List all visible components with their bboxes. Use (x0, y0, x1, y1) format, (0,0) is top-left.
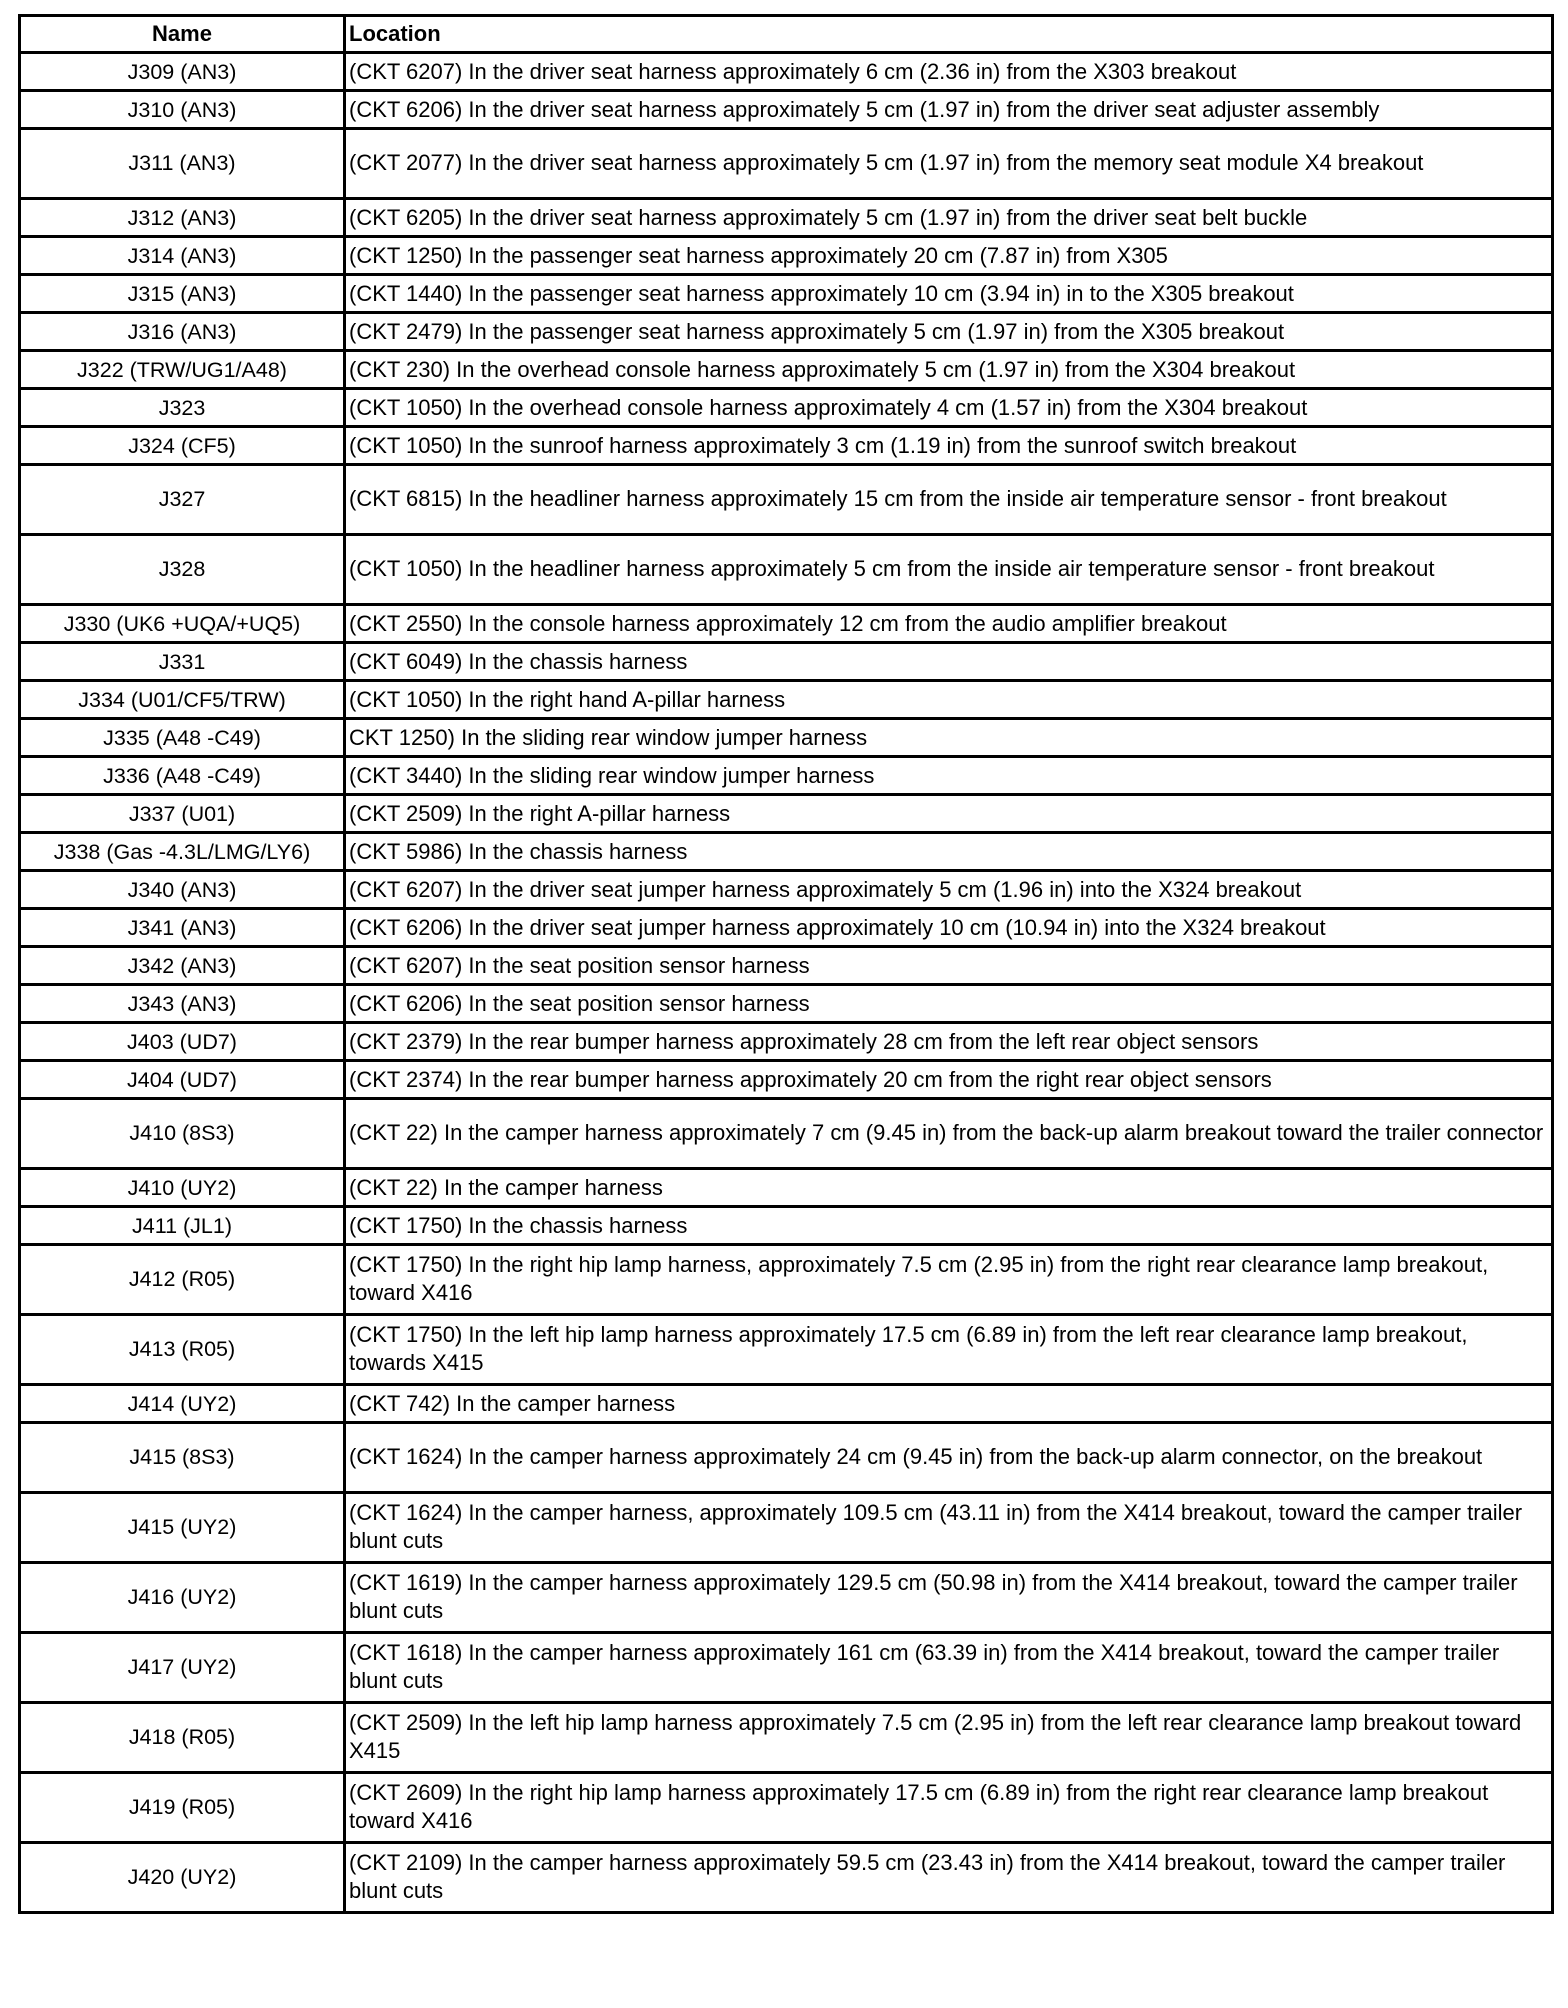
splice-location-cell: (CKT 2374) In the rear bumper harness approximately 20 cm from the right rear object sensors (345, 1061, 1553, 1099)
splice-location-cell: (CKT 1050) In the headliner harness approximately 5 cm from the inside air temperature sensor - front breakout (345, 535, 1553, 605)
splice-name-cell: J404 (UD7) (20, 1061, 345, 1099)
splice-name-cell: J312 (AN3) (20, 199, 345, 237)
splice-location-cell: (CKT 1624) In the camper harness approximately 24 cm (9.45 in) from the back-up alarm connector, on the breakout (345, 1423, 1553, 1493)
table-row (20, 1099, 1553, 1169)
table-row (20, 1385, 1553, 1423)
splice-name-cell: J335 (A48 -C49) (20, 719, 345, 757)
splice-location-cell: (CKT 2509) In the left hip lamp harness approximately 7.5 cm (2.95 in) from the left rear clearance lamp breakout toward X415 (345, 1703, 1553, 1773)
table-row (20, 833, 1553, 871)
table-row (20, 1207, 1553, 1245)
splice-location-cell: (CKT 1618) In the camper harness approximately 161 cm (63.39 in) from the X414 breakout, toward the camper trailer blunt cuts (345, 1633, 1553, 1703)
splice-location-cell: (CKT 2109) In the camper harness approximately 59.5 cm (23.43 in) from the X414 breakout, toward the camper trailer blunt cuts (345, 1843, 1553, 1913)
splice-location-cell: (CKT 742) In the camper harness (345, 1385, 1553, 1423)
table-row (20, 643, 1553, 681)
splice-location-table (18, 14, 1554, 1914)
splice-location-cell: (CKT 2479) In the passenger seat harness approximately 5 cm (1.97 in) from the X305 breakout (345, 313, 1553, 351)
table-row (20, 389, 1553, 427)
table-row (20, 199, 1553, 237)
splice-location-cell: (CKT 2077) In the driver seat harness approximately 5 cm (1.97 in) from the memory seat module X4 breakout (345, 129, 1553, 199)
table-row (20, 1061, 1553, 1099)
splice-location-cell: (CKT 2379) In the rear bumper harness approximately 28 cm from the left rear object sensors (345, 1023, 1553, 1061)
table-row (20, 1169, 1553, 1207)
splice-name-cell: J415 (UY2) (20, 1493, 345, 1563)
splice-name-cell: J324 (CF5) (20, 427, 345, 465)
name-column-header: Name (20, 16, 345, 53)
table-row (20, 1493, 1553, 1563)
splice-location-cell: (CKT 22) In the camper harness approximately 7 cm (9.45 in) from the back-up alarm breakout toward the trailer connector (345, 1099, 1553, 1169)
table-row (20, 535, 1553, 605)
table-row (20, 1423, 1553, 1493)
table-row (20, 129, 1553, 199)
header-row (20, 16, 1553, 53)
splice-location-cell: (CKT 6206) In the seat position sensor harness (345, 985, 1553, 1023)
splice-name-cell: J340 (AN3) (20, 871, 345, 909)
splice-name-cell: J415 (8S3) (20, 1423, 345, 1493)
table-row (20, 1843, 1553, 1913)
splice-name-cell: J330 (UK6 +UQA/+UQ5) (20, 605, 345, 643)
splice-name-cell: J342 (AN3) (20, 947, 345, 985)
splice-location-cell: (CKT 6207) In the seat position sensor harness (345, 947, 1553, 985)
splice-location-cell: (CKT 6815) In the headliner harness approximately 15 cm from the inside air temperature sensor - front breakout (345, 465, 1553, 535)
splice-location-cell: (CKT 1750) In the chassis harness (345, 1207, 1553, 1245)
splice-name-cell: J331 (20, 643, 345, 681)
splice-name-cell: J315 (AN3) (20, 275, 345, 313)
splice-location-cell: (CKT 6207) In the driver seat harness approximately 6 cm (2.36 in) from the X303 breakout (345, 53, 1553, 91)
splice-location-cell: (CKT 1750) In the right hip lamp harness, approximately 7.5 cm (2.95 in) from the right rear clearance lamp breakout, toward X416 (345, 1245, 1553, 1315)
splice-location-cell: (CKT 1440) In the passenger seat harness approximately 10 cm (3.94 in) in to the X305 breakout (345, 275, 1553, 313)
table-row (20, 947, 1553, 985)
table-row (20, 909, 1553, 947)
splice-location-cell: (CKT 6049) In the chassis harness (345, 643, 1553, 681)
table-row (20, 427, 1553, 465)
table-row (20, 351, 1553, 389)
location-column-header: Location (345, 16, 1553, 53)
splice-location-cell: (CKT 1624) In the camper harness, approximately 109.5 cm (43.11 in) from the X414 breakout, toward the camper trailer blunt cuts (345, 1493, 1553, 1563)
splice-location-cell: (CKT 2550) In the console harness approximately 12 cm from the audio amplifier breakout (345, 605, 1553, 643)
splice-name-cell: J334 (U01/CF5/TRW) (20, 681, 345, 719)
table-row (20, 681, 1553, 719)
splice-location-cell: (CKT 6206) In the driver seat jumper harness approximately 10 cm (10.94 in) into the X324 breakout (345, 909, 1553, 947)
splice-name-cell: J416 (UY2) (20, 1563, 345, 1633)
table-row (20, 275, 1553, 313)
table-row (20, 985, 1553, 1023)
splice-name-cell: J341 (AN3) (20, 909, 345, 947)
splice-location-cell: (CKT 1050) In the right hand A-pillar harness (345, 681, 1553, 719)
table-row (20, 1633, 1553, 1703)
splice-name-cell: J403 (UD7) (20, 1023, 345, 1061)
splice-name-cell: J412 (R05) (20, 1245, 345, 1315)
splice-name-cell: J310 (AN3) (20, 91, 345, 129)
splice-name-cell: J314 (AN3) (20, 237, 345, 275)
table-row (20, 1703, 1553, 1773)
splice-name-cell: J419 (R05) (20, 1773, 345, 1843)
splice-name-cell: J316 (AN3) (20, 313, 345, 351)
splice-location-cell: CKT 1250) In the sliding rear window jumper harness (345, 719, 1553, 757)
splice-location-cell: (CKT 230) In the overhead console harness approximately 5 cm (1.97 in) from the X304 breakout (345, 351, 1553, 389)
splice-name-cell: J410 (UY2) (20, 1169, 345, 1207)
splice-name-cell: J417 (UY2) (20, 1633, 345, 1703)
splice-name-cell: J418 (R05) (20, 1703, 345, 1773)
splice-name-cell: J327 (20, 465, 345, 535)
table-row (20, 757, 1553, 795)
splice-name-cell: J309 (AN3) (20, 53, 345, 91)
splice-location-cell: (CKT 6206) In the driver seat harness approximately 5 cm (1.97 in) from the driver seat adjuster assembly (345, 91, 1553, 129)
table-row (20, 237, 1553, 275)
splice-name-cell: J410 (8S3) (20, 1099, 345, 1169)
table-row (20, 719, 1553, 757)
table-row (20, 1023, 1553, 1061)
splice-location-cell: (CKT 1750) In the left hip lamp harness approximately 17.5 cm (6.89 in) from the left rear clearance lamp breakout, towards X415 (345, 1315, 1553, 1385)
splice-name-cell: J420 (UY2) (20, 1843, 345, 1913)
splice-location-cell: (CKT 2609) In the right hip lamp harness approximately 17.5 cm (6.89 in) from the right rear clearance lamp breakout toward X416 (345, 1773, 1553, 1843)
table-row (20, 1773, 1553, 1843)
splice-location-cell: (CKT 1250) In the passenger seat harness approximately 20 cm (7.87 in) from X305 (345, 237, 1553, 275)
table-row (20, 795, 1553, 833)
table-row (20, 313, 1553, 351)
splice-name-cell: J336 (A48 -C49) (20, 757, 345, 795)
table-row (20, 465, 1553, 535)
splice-name-cell: J328 (20, 535, 345, 605)
splice-name-cell: J311 (AN3) (20, 129, 345, 199)
splice-location-cell: (CKT 2509) In the right A-pillar harness (345, 795, 1553, 833)
table-row (20, 871, 1553, 909)
table-row (20, 1315, 1553, 1385)
splice-name-cell: J323 (20, 389, 345, 427)
splice-location-cell: (CKT 1050) In the overhead console harness approximately 4 cm (1.57 in) from the X304 breakout (345, 389, 1553, 427)
splice-location-cell: (CKT 1619) In the camper harness approximately 129.5 cm (50.98 in) from the X414 breakout, toward the camper trailer blunt cuts (345, 1563, 1553, 1633)
table-row (20, 53, 1553, 91)
splice-name-cell: J322 (TRW/UG1/A48) (20, 351, 345, 389)
table-body (20, 53, 1553, 1913)
splice-location-cell: (CKT 22) In the camper harness (345, 1169, 1553, 1207)
table-row (20, 1245, 1553, 1315)
splice-name-cell: J343 (AN3) (20, 985, 345, 1023)
table-row (20, 605, 1553, 643)
splice-name-cell: J338 (Gas -4.3L/LMG/LY6) (20, 833, 345, 871)
splice-location-cell: (CKT 6205) In the driver seat harness approximately 5 cm (1.97 in) from the driver seat belt buckle (345, 199, 1553, 237)
splice-location-cell: (CKT 3440) In the sliding rear window jumper harness (345, 757, 1553, 795)
splice-location-cell: (CKT 1050) In the sunroof harness approximately 3 cm (1.19 in) from the sunroof switch breakout (345, 427, 1553, 465)
splice-location-cell: (CKT 5986) In the chassis harness (345, 833, 1553, 871)
splice-name-cell: J337 (U01) (20, 795, 345, 833)
splice-name-cell: J413 (R05) (20, 1315, 345, 1385)
splice-name-cell: J414 (UY2) (20, 1385, 345, 1423)
table-row (20, 1563, 1553, 1633)
splice-name-cell: J411 (JL1) (20, 1207, 345, 1245)
table-row (20, 91, 1553, 129)
splice-location-cell: (CKT 6207) In the driver seat jumper harness approximately 5 cm (1.96 in) into the X324 breakout (345, 871, 1553, 909)
